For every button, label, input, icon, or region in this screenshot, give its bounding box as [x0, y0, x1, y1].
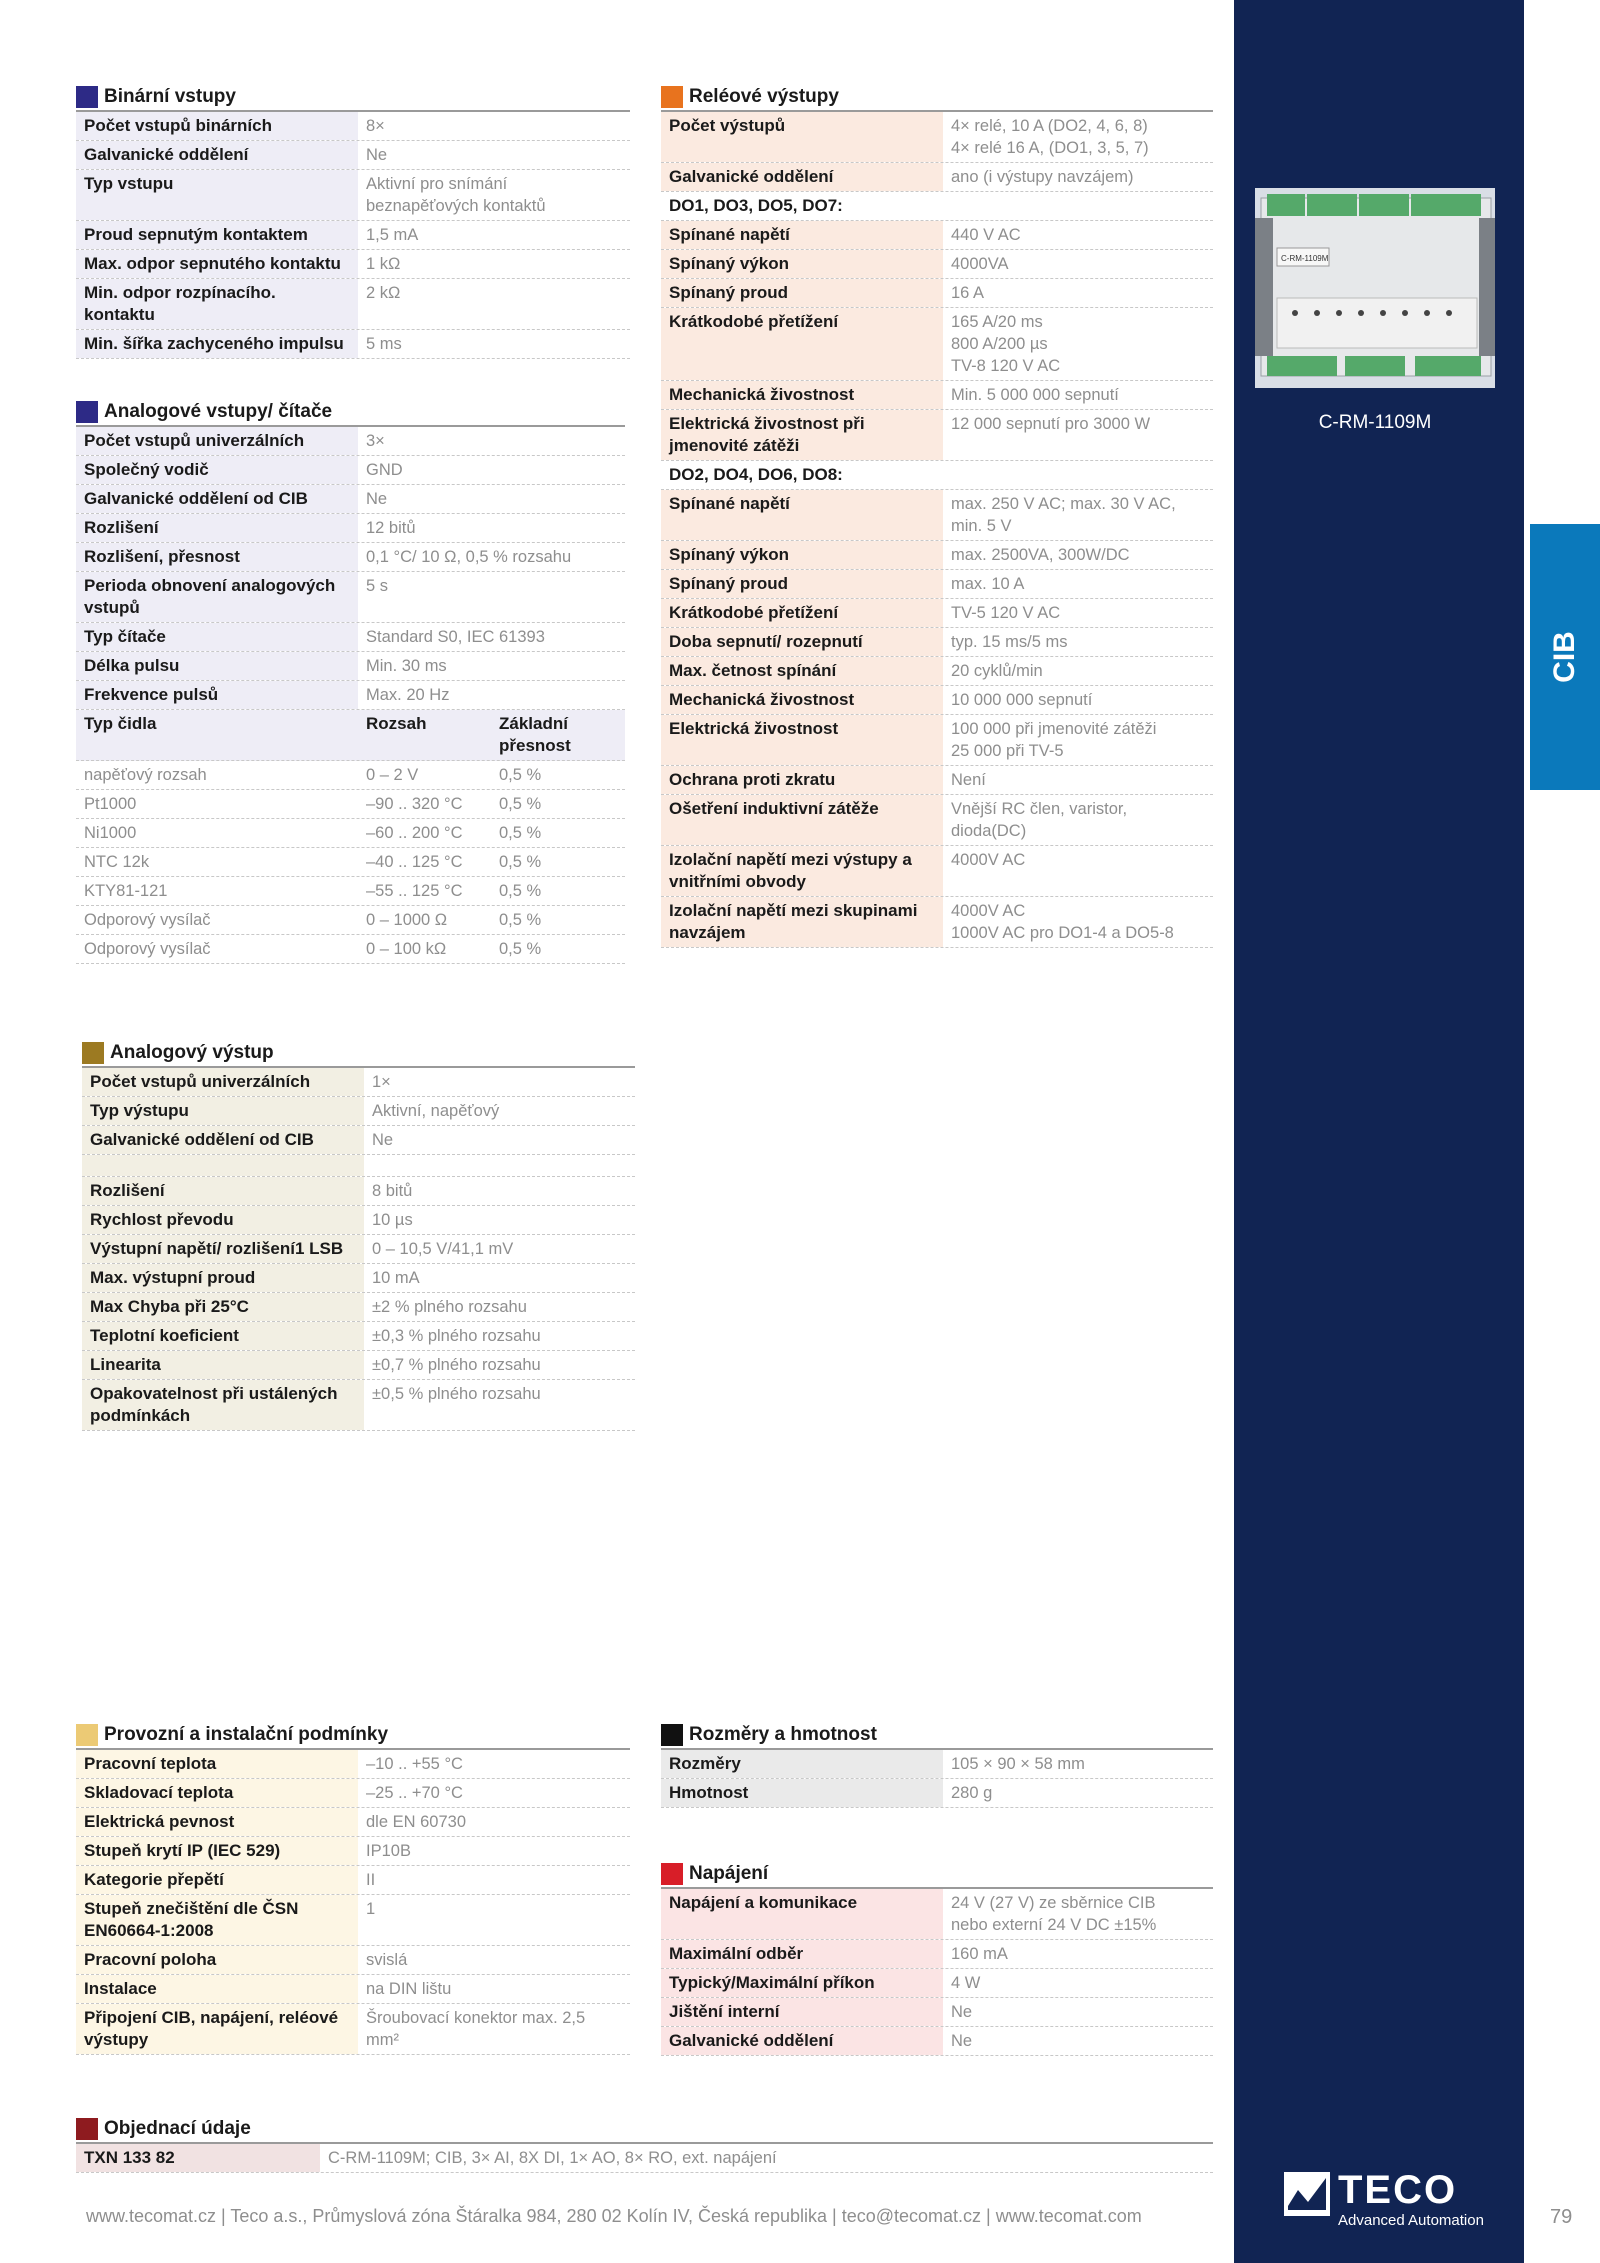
spec-label: Počet vstupů univerzálních [76, 427, 358, 455]
sensor-range: 0 – 2 V [366, 766, 419, 784]
spec-label: Pracovní poloha [76, 1946, 358, 1974]
spec-row [661, 1969, 1213, 1998]
spec-label: Elektrická živostnost při jmenovité zátěži [661, 410, 943, 460]
spec-row [661, 112, 1213, 163]
spec-value: 3× [366, 432, 385, 450]
section-title: Binární vstupy [104, 86, 236, 107]
sensor-accuracy: 0,5 % [499, 766, 542, 784]
spec-label: Pracovní teplota [76, 1750, 358, 1778]
spec-row [661, 279, 1213, 308]
spec-row [76, 1779, 630, 1808]
spec-label: Doba sepnutí/ rozepnutí [661, 628, 943, 656]
section-header [76, 84, 630, 112]
spec-label: Spínané napětí [661, 221, 943, 249]
spec-value: 24 V (27 V) ze sběrnice CIB nebo externí 24 V DC ±15% [951, 1894, 1157, 1934]
order-description: C-RM-1109M; CIB, 3× AI, 8X DI, 1× AO, 8× RO, ext. napájení [328, 2149, 777, 2167]
spec-row [661, 1889, 1213, 1940]
spec-row [82, 1126, 635, 1155]
spec-row [661, 1998, 1213, 2027]
spec-row [661, 410, 1213, 461]
spec-row [76, 221, 630, 250]
spec-label: Teplotní koeficient [82, 1322, 364, 1350]
spec-value: 8× [366, 117, 385, 135]
sensor-row [76, 790, 625, 819]
spec-row [661, 715, 1213, 766]
sensor-col-range: Rozsah [366, 714, 427, 733]
spec-value: 0 – 10,5 V/41,1 mV [372, 1240, 514, 1258]
spec-label: Rychlost převodu [82, 1206, 364, 1234]
product-image [1255, 188, 1495, 388]
spec-label: Připojení CIB, napájení, reléové výstupy [76, 2004, 358, 2054]
spec-label: Počet vstupů binárních [76, 112, 358, 140]
spec-value: Standard S0, IEC 61393 [366, 628, 545, 646]
spec-label: Rozměry [661, 1750, 943, 1778]
spec-row [661, 490, 1213, 541]
spec-row [661, 795, 1213, 846]
spec-row [76, 427, 625, 456]
spec-value: 105 × 90 × 58 mm [951, 1755, 1085, 1773]
section-marker [76, 401, 98, 423]
spec-label: Krátkodobé přetížení [661, 308, 943, 380]
spec-row [76, 1750, 630, 1779]
spec-value: dle EN 60730 [366, 1813, 466, 1831]
spec-row [76, 170, 630, 221]
spec-value: ±2 % plného rozsahu [372, 1298, 527, 1316]
sensor-col-accuracy: Základní přesnost [499, 714, 571, 755]
spec-row [76, 1808, 630, 1837]
spec-value: Není [951, 771, 986, 789]
spec-label [82, 1155, 364, 1176]
spec-value: ±0,5 % plného rozsahu [372, 1385, 541, 1403]
sensor-accuracy: 0,5 % [499, 911, 542, 929]
spec-label: Spínané napětí [661, 490, 943, 540]
spec-row [661, 628, 1213, 657]
spec-label: Rozlišení [76, 514, 358, 542]
spec-label: Opakovatelnost při ustálených podmínkách [82, 1380, 364, 1430]
sensor-range: 0 – 100 kΩ [366, 940, 447, 958]
spec-value: 1 [366, 1900, 376, 1918]
order-row [76, 2144, 1213, 2173]
sensor-col-type: Typ čidla [84, 714, 157, 733]
spec-value: Aktivní, napěťový [372, 1102, 500, 1120]
spec-value: TV-5 120 V AC [951, 604, 1061, 622]
sensor-accuracy: 0,5 % [499, 795, 542, 813]
sensor-row [76, 935, 625, 964]
spec-label: Skladovací teplota [76, 1779, 358, 1807]
spec-row [76, 1895, 630, 1946]
spec-value [364, 1155, 635, 1176]
spec-value: 160 mA [951, 1945, 1008, 1963]
spec-row [82, 1206, 635, 1235]
spec-value: 4000VA [951, 255, 1009, 273]
sensor-type: NTC 12k [84, 853, 150, 871]
spec-value: 280 g [951, 1784, 993, 1802]
section-title: Rozměry a hmotnost [689, 1724, 877, 1745]
spec-label: Maximální odběr [661, 1940, 943, 1968]
sensor-range: –90 .. 320 °C [366, 795, 463, 813]
cib-tab[interactable] [1530, 524, 1600, 790]
spec-label: Stupeň krytí IP (IEC 529) [76, 1837, 358, 1865]
spec-value: 4000V AC 1000V AC pro DO1-4 a DO5-8 [951, 902, 1174, 942]
sensor-table-header [76, 710, 625, 761]
spec-row [76, 681, 625, 710]
sensor-range: 0 – 1000 Ω [366, 911, 448, 929]
spec-value: max. 10 A [951, 575, 1025, 593]
spec-row [82, 1097, 635, 1126]
spec-label: Frekvence pulsů [76, 681, 358, 709]
spec-value: 8 bitů [372, 1182, 413, 1200]
spec-label: DO1, DO3, DO5, DO7: [669, 196, 843, 215]
teco-logo-tagline: Advanced Automation [1338, 2212, 1484, 2229]
spec-row [661, 250, 1213, 279]
spec-row [661, 221, 1213, 250]
spec-row [661, 541, 1213, 570]
section-header [82, 1040, 635, 1068]
spec-label: Společný vodič [76, 456, 358, 484]
section-header [661, 1722, 1213, 1750]
spec-label: Spínaný výkon [661, 250, 943, 278]
section-analogovy-vystup [82, 1040, 635, 1431]
section-rozmery [661, 1722, 1213, 1808]
page-number: 79 [1550, 2206, 1573, 2228]
section-marker [82, 1042, 104, 1064]
spec-label: Max. četnost spínání [661, 657, 943, 685]
spec-value: 440 V AC [951, 226, 1021, 244]
spec-row [76, 543, 625, 572]
spec-value: 2 kΩ [366, 284, 401, 302]
spec-row [661, 163, 1213, 192]
spec-row [82, 1068, 635, 1097]
sensor-range: –40 .. 125 °C [366, 853, 463, 871]
spec-row [76, 456, 625, 485]
teco-logo-icon [1284, 2172, 1330, 2216]
section-objednaci [76, 2116, 1213, 2173]
spec-label: Spínaný výkon [661, 541, 943, 569]
spec-label: Krátkodobé přetížení [661, 599, 943, 627]
spec-value: ±0,3 % plného rozsahu [372, 1327, 541, 1345]
spec-value: Min. 5 000 000 sepnutí [951, 386, 1119, 404]
spec-row [76, 623, 625, 652]
section-marker [661, 1724, 683, 1746]
sensor-range: –60 .. 200 °C [366, 824, 463, 842]
spec-row [661, 308, 1213, 381]
spec-row [661, 570, 1213, 599]
section-marker [76, 86, 98, 108]
spec-row [661, 461, 1213, 490]
spec-label: Max. výstupní proud [82, 1264, 364, 1292]
sensor-range: –55 .. 125 °C [366, 882, 463, 900]
section-marker [76, 1724, 98, 1746]
spec-value: Ne [951, 2003, 973, 2021]
spec-value: 1 kΩ [366, 255, 401, 273]
spec-row [76, 112, 630, 141]
sensor-accuracy: 0,5 % [499, 882, 542, 900]
section-binarni [76, 84, 630, 359]
section-marker [661, 1863, 683, 1885]
sensor-type: Pt1000 [84, 795, 137, 813]
spec-row [82, 1322, 635, 1351]
cib-tab-label: CIB [1548, 631, 1581, 683]
spec-value: 1× [372, 1073, 391, 1091]
spec-value: 20 cyklů/min [951, 662, 1043, 680]
section-header [76, 399, 625, 427]
section-marker [76, 2118, 98, 2140]
spec-row [76, 572, 625, 623]
spec-value: 1,5 mA [366, 226, 419, 244]
spec-label: Proud sepnutým kontaktem [76, 221, 358, 249]
spec-label: Elektrická živostnost [661, 715, 943, 765]
spec-value: IP10B [366, 1842, 411, 1860]
spec-row [661, 1750, 1213, 1779]
sensor-row [76, 877, 625, 906]
spec-label: Spínaný proud [661, 279, 943, 307]
spec-value: 165 A/20 ms 800 A/200 µs TV-8 120 V AC [951, 313, 1061, 375]
spec-label: Perioda obnovení analogových vstupů [76, 572, 358, 622]
section-marker [661, 86, 683, 108]
spec-row [76, 141, 630, 170]
section-header [661, 1861, 1213, 1889]
spec-label: Ošetření induktivní zátěže [661, 795, 943, 845]
spec-value: –10 .. +55 °C [366, 1755, 463, 1773]
spec-value: 12 bitů [366, 519, 416, 537]
spec-value: 10 000 000 sepnutí [951, 691, 1093, 709]
teco-logo [1284, 2170, 1484, 2230]
sensor-row [76, 848, 625, 877]
spec-label: Počet výstupů [661, 112, 943, 162]
spec-label: Min. šířka zachyceného impulsu [76, 330, 358, 358]
section-title: Provozní a instalační podmínky [104, 1724, 389, 1745]
spec-value: 100 000 při jmenovité zátěži 25 000 při TV-5 [951, 720, 1157, 760]
spec-label: Počet vstupů univerzálních [82, 1068, 364, 1096]
section-analogove-vstupy [76, 399, 625, 964]
spec-label: Typ čítače [76, 623, 358, 651]
spec-label: Typ výstupu [82, 1097, 364, 1125]
spec-label: Mechanická živostnost [661, 686, 943, 714]
spec-value: 5 ms [366, 335, 402, 353]
spec-row [76, 2004, 630, 2055]
order-code: TXN 133 82 [76, 2144, 320, 2172]
spec-value: ±0,7 % plného rozsahu [372, 1356, 541, 1374]
spec-label: Galvanické oddělení [661, 2027, 943, 2055]
spec-value: Ne [366, 490, 388, 508]
spec-row [76, 1975, 630, 2004]
section-napajeni [661, 1861, 1213, 2056]
spec-row [661, 192, 1213, 221]
spec-value: 10 µs [372, 1211, 413, 1229]
spec-value: 10 mA [372, 1269, 420, 1287]
spec-value: Vnější RC člen, varistor, dioda(DC) [951, 800, 1128, 840]
section-title: Analogové vstupy/ čítače [104, 401, 333, 422]
spec-value: max. 250 V AC; max. 30 V AC, min. 5 V [951, 495, 1176, 535]
spec-value: 12 000 sepnutí pro 3000 W [951, 415, 1151, 433]
spec-label: Napájení a komunikace [661, 1889, 943, 1939]
spec-label: Stupeň znečištění dle ČSN EN60664-1:2008 [76, 1895, 358, 1945]
spec-row [661, 2027, 1213, 2056]
spec-value: GND [366, 461, 403, 479]
spec-row [76, 330, 630, 359]
spec-row [82, 1177, 635, 1206]
spec-row [82, 1380, 635, 1431]
sensor-accuracy: 0,5 % [499, 824, 542, 842]
spec-label: Galvanické oddělení od CIB [82, 1126, 364, 1154]
spec-row [76, 1837, 630, 1866]
spec-label: Linearita [82, 1351, 364, 1379]
spec-label: Jištění interní [661, 1998, 943, 2026]
spec-row [76, 514, 625, 543]
spec-value: 0,1 °C/ 10 Ω, 0,5 % rozsahu [366, 548, 572, 566]
section-header [661, 84, 1213, 112]
section-header [76, 2116, 1213, 2144]
spec-label: DO2, DO4, DO6, DO8: [669, 465, 843, 484]
section-header [76, 1722, 630, 1750]
spec-row [661, 1779, 1213, 1808]
spec-row [82, 1235, 635, 1264]
spec-row [76, 1946, 630, 1975]
spec-value: svislá [366, 1951, 408, 1969]
spec-row [82, 1293, 635, 1322]
sensor-type: KTY81-121 [84, 882, 168, 900]
spec-value: Ne [366, 146, 388, 164]
sensor-row [76, 819, 625, 848]
spec-row [661, 381, 1213, 410]
spec-row [661, 686, 1213, 715]
spec-label: Kategorie přepětí [76, 1866, 358, 1894]
spec-label: Typický/Maximální příkon [661, 1969, 943, 1997]
spec-label: Galvanické oddělení [661, 163, 943, 191]
spec-label: Mechanická živostnost [661, 381, 943, 409]
spec-value: Ne [372, 1131, 394, 1149]
spec-value: Min. 30 ms [366, 657, 447, 675]
spec-value: 5 s [366, 577, 389, 595]
spec-value: Max. 20 Hz [366, 686, 450, 704]
section-title: Analogový výstup [110, 1042, 274, 1063]
spec-value: max. 2500VA, 300W/DC [951, 546, 1130, 564]
spec-label: Max Chyba při 25°C [82, 1293, 364, 1321]
spec-label: Typ vstupu [76, 170, 358, 220]
section-title: Objednací údaje [104, 2118, 251, 2139]
sensor-accuracy: 0,5 % [499, 853, 542, 871]
spec-value: 16 A [951, 284, 985, 302]
spec-label: Galvanické oddělení od CIB [76, 485, 358, 513]
spec-value: Šroubovací konektor max. 2,5 mm² [366, 2009, 586, 2049]
spec-row [661, 657, 1213, 686]
sensor-type: Ni1000 [84, 824, 137, 842]
device-label: C-RM-1109M [1281, 254, 1329, 263]
spec-value: 4000V AC [951, 851, 1026, 869]
spec-row [76, 485, 625, 514]
spec-row [76, 279, 630, 330]
spec-value: Aktivní pro snímání beznapěťových kontaktů [366, 175, 546, 215]
spec-row [661, 897, 1213, 948]
spec-value: na DIN lištu [366, 1980, 452, 1998]
spec-value: II [366, 1871, 376, 1889]
product-label: C-RM-1109M [1318, 412, 1432, 433]
spec-row [82, 1351, 635, 1380]
teco-logo-name: TECO [1338, 2168, 1458, 2212]
spec-label: Galvanické oddělení [76, 141, 358, 169]
sensor-row [76, 761, 625, 790]
spec-row [82, 1264, 635, 1293]
spec-label: Ochrana proti zkratu [661, 766, 943, 794]
spec-row [661, 846, 1213, 897]
spec-label: Instalace [76, 1975, 358, 2003]
spec-value: –25 .. +70 °C [366, 1784, 463, 1802]
spec-row [76, 652, 625, 681]
spec-label: Rozlišení [82, 1177, 364, 1205]
spec-row [82, 1155, 635, 1177]
sensor-type: Odporový vysílač [84, 911, 211, 929]
spec-value: ano (i výstupy navzájem) [951, 168, 1134, 186]
spec-label: Izolační napětí mezi výstupy a vnitřními obvody [661, 846, 943, 896]
section-provozni-podminky [76, 1722, 630, 2055]
spec-value: 4× relé, 10 A (DO2, 4, 6, 8) 4× relé 16 A, (DO1, 3, 5, 7) [951, 117, 1149, 157]
spec-label: Elektrická pevnost [76, 1808, 358, 1836]
spec-label: Rozlišení, přesnost [76, 543, 358, 571]
spec-label: Min. odpor rozpínacího. kontaktu [76, 279, 358, 329]
section-title: Reléové výstupy [689, 86, 839, 107]
sensor-type: Odporový vysílač [84, 940, 211, 958]
spec-row [661, 599, 1213, 628]
spec-row [661, 1940, 1213, 1969]
sensor-accuracy: 0,5 % [499, 940, 542, 958]
spec-label: Izolační napětí mezi skupinami navzájem [661, 897, 943, 947]
section-title: Napájení [689, 1863, 769, 1884]
spec-label: Délka pulsu [76, 652, 358, 680]
sensor-row [76, 906, 625, 935]
spec-label: Spínaný proud [661, 570, 943, 598]
sensor-type: napěťový rozsah [84, 766, 207, 784]
section-releove-vystupy [661, 84, 1213, 948]
spec-label: Hmotnost [661, 1779, 943, 1807]
spec-value: Ne [951, 2032, 973, 2050]
footer-contacts: www.tecomat.cz | Teco a.s., Průmyslová zóna Štáralka 984, 280 02 Kolín IV, Česká republika | teco@tecomat.cz | www.tecomat.com [86, 2206, 1142, 2226]
spec-row [76, 250, 630, 279]
spec-row [661, 766, 1213, 795]
spec-label: Výstupní napětí/ rozlišení1 LSB [82, 1235, 364, 1263]
spec-label: Max. odpor sepnutého kontaktu [76, 250, 358, 278]
spec-value: typ. 15 ms/5 ms [951, 633, 1068, 651]
spec-value: 4 W [951, 1974, 981, 1992]
spec-row [76, 1866, 630, 1895]
